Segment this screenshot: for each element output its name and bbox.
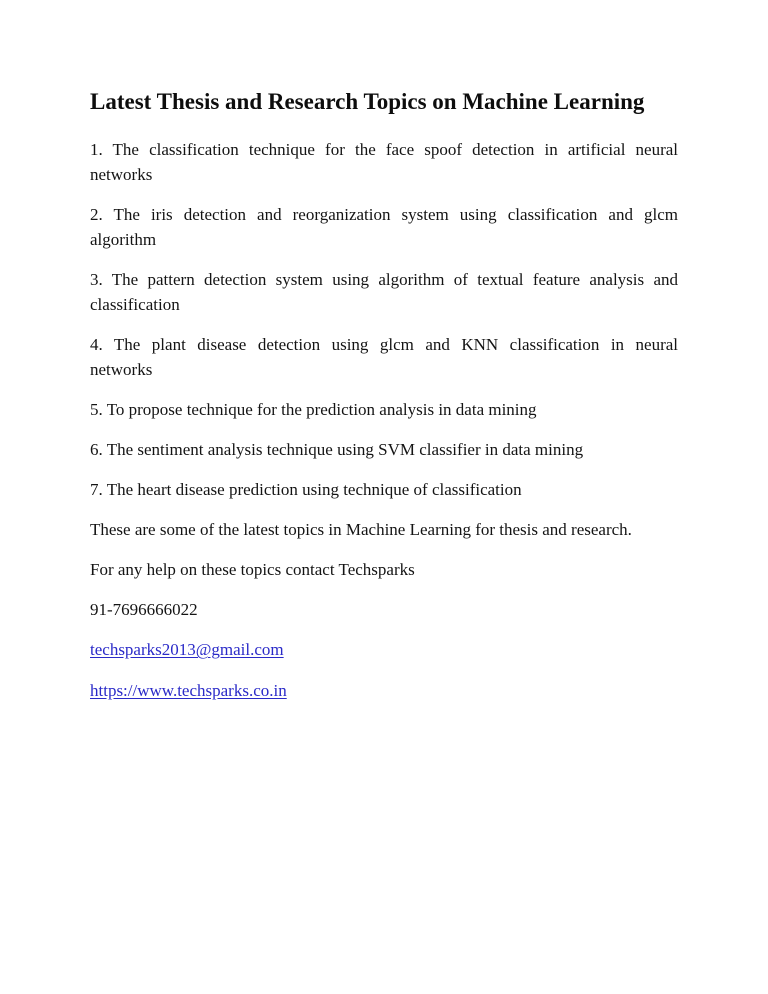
topic-paragraph	[90, 477, 678, 502]
topic-line: 1. The classification technique for the face spoof detection in artificial neural	[90, 140, 678, 159]
closing-note: These are some of the latest topics in Machine Learning for thesis and research.	[90, 520, 632, 539]
topic-line: classification	[90, 295, 180, 314]
website-line	[90, 678, 678, 703]
topic-paragraph	[90, 397, 678, 422]
topic-line: 7. The heart disease prediction using technique of classification	[90, 480, 522, 499]
topic-line: algorithm	[90, 230, 157, 249]
topic-paragraph	[90, 437, 678, 462]
topic-line: 5. To propose technique for the prediction analysis in data mining	[90, 400, 537, 419]
topic-line: 2. The iris detection and reorganization system using classification and glcm	[90, 205, 678, 224]
topics-list	[90, 137, 678, 502]
website-link[interactable]: https://www.techsparks.co.in	[90, 681, 287, 700]
topic-line: 4. The plant disease detection using glcm and KNN classification in neural	[90, 335, 678, 354]
topic-paragraph	[90, 332, 678, 382]
phone-number: 91-7696666022	[90, 600, 198, 619]
topic-paragraph	[90, 137, 678, 187]
topic-paragraph	[90, 202, 678, 252]
topic-line: networks	[90, 165, 153, 184]
topic-line: networks	[90, 360, 153, 379]
topic-line: 6. The sentiment analysis technique using SVM classifier in data mining	[90, 440, 584, 459]
contact-note: For any help on these topics contact Techsparks	[90, 560, 415, 579]
topic-paragraph	[90, 267, 678, 317]
topic-line: 3. The pattern detection system using algorithm of textual feature analysis and	[90, 270, 678, 289]
document-content	[90, 88, 678, 719]
email-link[interactable]: techsparks2013@gmail.com	[90, 640, 284, 659]
email-line	[90, 637, 678, 662]
page-title: Latest Thesis and Research Topics on Machine Learning	[90, 89, 645, 114]
